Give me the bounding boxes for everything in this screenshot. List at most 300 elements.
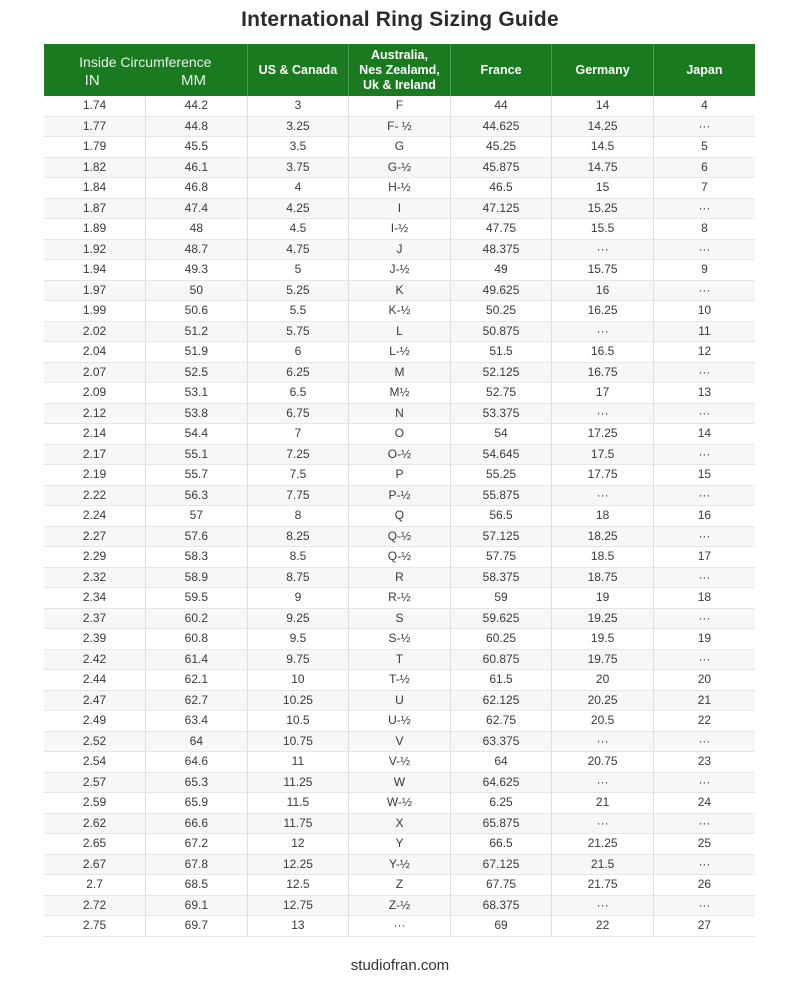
cell-us-canada: 6.5 [247, 383, 349, 404]
cell-japan: ··· [653, 444, 755, 465]
cell-us-canada: 4.75 [247, 239, 349, 260]
cell-in: 2.7 [44, 875, 146, 896]
cell-japan: ··· [653, 608, 755, 629]
cell-in: 2.39 [44, 629, 146, 650]
cell-germany: 17.75 [552, 465, 654, 486]
table-row [44, 854, 755, 875]
table-row [44, 465, 755, 486]
table-row [44, 752, 755, 773]
cell-us-canada: 13 [247, 916, 349, 937]
cell-in: 2.27 [44, 526, 146, 547]
table-row [44, 239, 755, 260]
cell-germany: ··· [552, 895, 654, 916]
cell-germany: 16.5 [552, 342, 654, 363]
cell-in: 2.52 [44, 731, 146, 752]
cell-france: 48.375 [450, 239, 552, 260]
cell-france: 52.125 [450, 362, 552, 383]
cell-us-canada: 6.75 [247, 403, 349, 424]
cell-mm: 69.1 [146, 895, 248, 916]
cell-france: 54 [450, 424, 552, 445]
cell-us-canada: 8.5 [247, 547, 349, 568]
cell-in: 1.77 [44, 116, 146, 137]
table-row [44, 731, 755, 752]
table-row [44, 547, 755, 568]
cell-japan: ··· [653, 280, 755, 301]
cell-germany: 18.25 [552, 526, 654, 547]
cell-japan: 18 [653, 588, 755, 609]
cell-in: 1.89 [44, 219, 146, 240]
cell-germany: 15.75 [552, 260, 654, 281]
header-japan: Japan [653, 44, 755, 96]
cell-in: 2.49 [44, 711, 146, 732]
cell-au-nz-uk: L-½ [349, 342, 451, 363]
cell-mm: 66.6 [146, 813, 248, 834]
table-row [44, 321, 755, 342]
cell-au-nz-uk: H-½ [349, 178, 451, 199]
cell-in: 2.44 [44, 670, 146, 691]
cell-france: 65.875 [450, 813, 552, 834]
cell-us-canada: 7.75 [247, 485, 349, 506]
cell-germany: 21 [552, 793, 654, 814]
cell-japan: 21 [653, 690, 755, 711]
table-row [44, 834, 755, 855]
cell-mm: 44.8 [146, 116, 248, 137]
cell-in: 2.04 [44, 342, 146, 363]
header-circumference-label: Inside Circumference [79, 53, 212, 70]
cell-mm: 51.9 [146, 342, 248, 363]
cell-japan: 6 [653, 157, 755, 178]
cell-au-nz-uk: G-½ [349, 157, 451, 178]
header-france: France [450, 44, 552, 96]
cell-au-nz-uk: F [349, 96, 451, 116]
table-row [44, 608, 755, 629]
cell-us-canada: 8.25 [247, 526, 349, 547]
cell-germany: 15.25 [552, 198, 654, 219]
cell-france: 60.25 [450, 629, 552, 650]
cell-in: 1.94 [44, 260, 146, 281]
cell-japan: ··· [653, 854, 755, 875]
cell-japan: ··· [653, 731, 755, 752]
cell-france: 54.645 [450, 444, 552, 465]
cell-mm: 57 [146, 506, 248, 527]
cell-au-nz-uk: U-½ [349, 711, 451, 732]
cell-france: 67.75 [450, 875, 552, 896]
cell-mm: 50.6 [146, 301, 248, 322]
cell-au-nz-uk: W-½ [349, 793, 451, 814]
cell-germany: 19.5 [552, 629, 654, 650]
cell-germany: 14.25 [552, 116, 654, 137]
cell-us-canada: 5 [247, 260, 349, 281]
cell-au-nz-uk: ··· [349, 916, 451, 937]
cell-au-nz-uk: P [349, 465, 451, 486]
cell-japan: 9 [653, 260, 755, 281]
table-row [44, 444, 755, 465]
cell-mm: 52.5 [146, 362, 248, 383]
cell-france: 6.25 [450, 793, 552, 814]
cell-au-nz-uk: T-½ [349, 670, 451, 691]
cell-au-nz-uk: F- ½ [349, 116, 451, 137]
cell-mm: 69.7 [146, 916, 248, 937]
cell-germany: 17.5 [552, 444, 654, 465]
cell-mm: 60.8 [146, 629, 248, 650]
cell-in: 2.75 [44, 916, 146, 937]
cell-france: 63.375 [450, 731, 552, 752]
cell-au-nz-uk: I [349, 198, 451, 219]
cell-au-nz-uk: G [349, 137, 451, 158]
cell-france: 55.25 [450, 465, 552, 486]
cell-us-canada: 9 [247, 588, 349, 609]
cell-us-canada: 12.5 [247, 875, 349, 896]
cell-mm: 65.3 [146, 772, 248, 793]
footer-source: studiofran.com [350, 957, 450, 974]
cell-in: 1.82 [44, 157, 146, 178]
cell-au-nz-uk: I-½ [349, 219, 451, 240]
cell-mm: 54.4 [146, 424, 248, 445]
table-row [44, 670, 755, 691]
cell-us-canada: 8 [247, 506, 349, 527]
cell-us-canada: 6 [247, 342, 349, 363]
cell-au-nz-uk: J [349, 239, 451, 260]
cell-us-canada: 5.25 [247, 280, 349, 301]
cell-in: 2.07 [44, 362, 146, 383]
cell-us-canada: 8.75 [247, 567, 349, 588]
table-row [44, 629, 755, 650]
cell-us-canada: 10.75 [247, 731, 349, 752]
cell-germany: 17.25 [552, 424, 654, 445]
cell-france: 50.25 [450, 301, 552, 322]
cell-mm: 44.2 [146, 96, 248, 116]
table-row [44, 895, 755, 916]
cell-germany: 16.25 [552, 301, 654, 322]
cell-us-canada: 10.25 [247, 690, 349, 711]
cell-in: 2.09 [44, 383, 146, 404]
cell-au-nz-uk: K-½ [349, 301, 451, 322]
table-header-row [44, 44, 755, 96]
table-row [44, 567, 755, 588]
cell-japan: 12 [653, 342, 755, 363]
cell-france: 67.125 [450, 854, 552, 875]
cell-france: 69 [450, 916, 552, 937]
cell-germany: ··· [552, 485, 654, 506]
cell-japan: ··· [653, 403, 755, 424]
header-au-line-3: Uk & Ireland [363, 77, 436, 92]
cell-japan: 27 [653, 916, 755, 937]
cell-in: 2.19 [44, 465, 146, 486]
table-row [44, 342, 755, 363]
cell-germany: 14 [552, 96, 654, 116]
cell-in: 2.54 [44, 752, 146, 773]
cell-mm: 64.6 [146, 752, 248, 773]
cell-france: 57.125 [450, 526, 552, 547]
cell-in: 2.34 [44, 588, 146, 609]
cell-france: 53.375 [450, 403, 552, 424]
cell-japan: 15 [653, 465, 755, 486]
cell-mm: 62.7 [146, 690, 248, 711]
cell-mm: 60.2 [146, 608, 248, 629]
cell-japan: 22 [653, 711, 755, 732]
table-row [44, 649, 755, 670]
cell-japan: ··· [653, 239, 755, 260]
cell-france: 62.125 [450, 690, 552, 711]
cell-france: 51.5 [450, 342, 552, 363]
cell-mm: 64 [146, 731, 248, 752]
cell-au-nz-uk: R [349, 567, 451, 588]
cell-au-nz-uk: M½ [349, 383, 451, 404]
table-row [44, 219, 755, 240]
cell-au-nz-uk: O [349, 424, 451, 445]
cell-germany: 14.75 [552, 157, 654, 178]
table-row [44, 793, 755, 814]
cell-japan: ··· [653, 485, 755, 506]
cell-au-nz-uk: Q [349, 506, 451, 527]
table-row [44, 526, 755, 547]
cell-us-canada: 7.5 [247, 465, 349, 486]
cell-france: 62.75 [450, 711, 552, 732]
cell-au-nz-uk: Z-½ [349, 895, 451, 916]
cell-mm: 53.1 [146, 383, 248, 404]
cell-germany: ··· [552, 321, 654, 342]
table-row [44, 157, 755, 178]
cell-au-nz-uk: W [349, 772, 451, 793]
cell-france: 45.875 [450, 157, 552, 178]
cell-us-canada: 9.25 [247, 608, 349, 629]
cell-au-nz-uk: M [349, 362, 451, 383]
cell-france: 55.875 [450, 485, 552, 506]
header-germany: Germany [552, 44, 654, 96]
cell-mm: 45.5 [146, 137, 248, 158]
cell-france: 49 [450, 260, 552, 281]
cell-mm: 58.3 [146, 547, 248, 568]
cell-us-canada: 4 [247, 178, 349, 199]
cell-germany: 15 [552, 178, 654, 199]
cell-japan: ··· [653, 362, 755, 383]
cell-germany: 17 [552, 383, 654, 404]
cell-japan: 23 [653, 752, 755, 773]
cell-germany: 20.75 [552, 752, 654, 773]
header-mm: MM [180, 71, 206, 89]
cell-in: 2.24 [44, 506, 146, 527]
cell-japan: ··· [653, 116, 755, 137]
header-in: IN [84, 71, 100, 89]
cell-us-canada: 9.75 [247, 649, 349, 670]
cell-au-nz-uk: Z [349, 875, 451, 896]
cell-us-canada: 7.25 [247, 444, 349, 465]
cell-in: 2.02 [44, 321, 146, 342]
cell-mm: 61.4 [146, 649, 248, 670]
cell-mm: 51.2 [146, 321, 248, 342]
header-au-nz-uk [349, 44, 451, 96]
cell-germany: 15.5 [552, 219, 654, 240]
cell-mm: 46.1 [146, 157, 248, 178]
cell-japan: 26 [653, 875, 755, 896]
cell-japan: 10 [653, 301, 755, 322]
cell-mm: 55.1 [146, 444, 248, 465]
table-row [44, 383, 755, 404]
cell-japan: 25 [653, 834, 755, 855]
cell-mm: 67.8 [146, 854, 248, 875]
cell-japan: 5 [653, 137, 755, 158]
table-row [44, 424, 755, 445]
cell-us-canada: 3.25 [247, 116, 349, 137]
cell-au-nz-uk: Q-½ [349, 547, 451, 568]
cell-us-canada: 11.5 [247, 793, 349, 814]
cell-us-canada: 11 [247, 752, 349, 773]
cell-germany: 22 [552, 916, 654, 937]
cell-us-canada: 11.25 [247, 772, 349, 793]
cell-in: 2.14 [44, 424, 146, 445]
cell-france: 44 [450, 96, 552, 116]
cell-au-nz-uk: S [349, 608, 451, 629]
cell-us-canada: 6.25 [247, 362, 349, 383]
cell-france: 59.625 [450, 608, 552, 629]
cell-mm: 65.9 [146, 793, 248, 814]
cell-us-canada: 3 [247, 96, 349, 116]
cell-in: 1.87 [44, 198, 146, 219]
cell-in: 2.59 [44, 793, 146, 814]
table-row [44, 506, 755, 527]
table-row [44, 875, 755, 896]
cell-france: 44.625 [450, 116, 552, 137]
cell-germany: 18.5 [552, 547, 654, 568]
cell-in: 2.37 [44, 608, 146, 629]
cell-germany: 21.25 [552, 834, 654, 855]
cell-germany: 20.5 [552, 711, 654, 732]
cell-japan: ··· [653, 198, 755, 219]
cell-au-nz-uk: N [349, 403, 451, 424]
cell-in: 2.12 [44, 403, 146, 424]
cell-germany: ··· [552, 731, 654, 752]
cell-in: 2.32 [44, 567, 146, 588]
table-row [44, 485, 755, 506]
cell-mm: 56.3 [146, 485, 248, 506]
page-title: International Ring Sizing Guide [241, 8, 559, 31]
cell-japan: 19 [653, 629, 755, 650]
cell-mm: 47.4 [146, 198, 248, 219]
table-row [44, 116, 755, 137]
cell-in: 2.22 [44, 485, 146, 506]
cell-us-canada: 4.25 [247, 198, 349, 219]
cell-mm: 58.9 [146, 567, 248, 588]
cell-france: 61.5 [450, 670, 552, 691]
cell-in: 1.79 [44, 137, 146, 158]
cell-au-nz-uk: Q-½ [349, 526, 451, 547]
cell-japan: 20 [653, 670, 755, 691]
cell-in: 2.57 [44, 772, 146, 793]
cell-germany: 16 [552, 280, 654, 301]
table-row [44, 362, 755, 383]
cell-au-nz-uk: L [349, 321, 451, 342]
cell-germany: 16.75 [552, 362, 654, 383]
cell-in: 1.99 [44, 301, 146, 322]
cell-france: 58.375 [450, 567, 552, 588]
header-us-canada: US & Canada [247, 44, 349, 96]
cell-us-canada: 12.25 [247, 854, 349, 875]
cell-mm: 67.2 [146, 834, 248, 855]
table-row [44, 178, 755, 199]
cell-mm: 57.6 [146, 526, 248, 547]
cell-japan: ··· [653, 567, 755, 588]
table-row [44, 711, 755, 732]
table-row [44, 690, 755, 711]
cell-au-nz-uk: K [349, 280, 451, 301]
cell-mm: 63.4 [146, 711, 248, 732]
table-row [44, 403, 755, 424]
cell-france: 68.375 [450, 895, 552, 916]
table-row [44, 96, 755, 116]
cell-germany: ··· [552, 772, 654, 793]
table-row [44, 301, 755, 322]
cell-japan: ··· [653, 895, 755, 916]
cell-france: 60.875 [450, 649, 552, 670]
cell-au-nz-uk: S-½ [349, 629, 451, 650]
cell-japan: ··· [653, 649, 755, 670]
cell-au-nz-uk: V-½ [349, 752, 451, 773]
cell-mm: 53.8 [146, 403, 248, 424]
cell-in: 1.74 [44, 96, 146, 116]
cell-japan: 14 [653, 424, 755, 445]
cell-france: 49.625 [450, 280, 552, 301]
cell-us-canada: 3.5 [247, 137, 349, 158]
table-row [44, 916, 755, 937]
cell-us-canada: 3.75 [247, 157, 349, 178]
cell-japan: ··· [653, 813, 755, 834]
cell-germany: 19 [552, 588, 654, 609]
cell-germany: 20 [552, 670, 654, 691]
cell-germany: 14.5 [552, 137, 654, 158]
cell-france: 64.625 [450, 772, 552, 793]
table-row [44, 137, 755, 158]
cell-germany: 19.25 [552, 608, 654, 629]
cell-mm: 49.3 [146, 260, 248, 281]
cell-mm: 59.5 [146, 588, 248, 609]
cell-japan: 11 [653, 321, 755, 342]
cell-au-nz-uk: V [349, 731, 451, 752]
cell-in: 1.84 [44, 178, 146, 199]
cell-france: 45.25 [450, 137, 552, 158]
cell-us-canada: 10 [247, 670, 349, 691]
cell-in: 2.47 [44, 690, 146, 711]
cell-france: 47.75 [450, 219, 552, 240]
cell-france: 47.125 [450, 198, 552, 219]
cell-in: 1.97 [44, 280, 146, 301]
cell-germany: ··· [552, 403, 654, 424]
cell-us-canada: 12 [247, 834, 349, 855]
cell-mm: 46.8 [146, 178, 248, 199]
cell-us-canada: 10.5 [247, 711, 349, 732]
cell-france: 56.5 [450, 506, 552, 527]
cell-us-canada: 9.5 [247, 629, 349, 650]
cell-au-nz-uk: Y-½ [349, 854, 451, 875]
table-row [44, 813, 755, 834]
cell-in: 2.72 [44, 895, 146, 916]
cell-france: 50.875 [450, 321, 552, 342]
cell-germany: 20.25 [552, 690, 654, 711]
table-row [44, 260, 755, 281]
cell-in: 2.29 [44, 547, 146, 568]
ring-size-table [44, 44, 755, 937]
cell-us-canada: 7 [247, 424, 349, 445]
cell-au-nz-uk: J-½ [349, 260, 451, 281]
cell-au-nz-uk: Y [349, 834, 451, 855]
cell-france: 52.75 [450, 383, 552, 404]
cell-in: 2.65 [44, 834, 146, 855]
cell-us-canada: 5.75 [247, 321, 349, 342]
cell-in: 2.62 [44, 813, 146, 834]
header-au-line-1: Australia, [370, 47, 428, 62]
cell-mm: 55.7 [146, 465, 248, 486]
cell-in: 2.17 [44, 444, 146, 465]
cell-germany: 18.75 [552, 567, 654, 588]
